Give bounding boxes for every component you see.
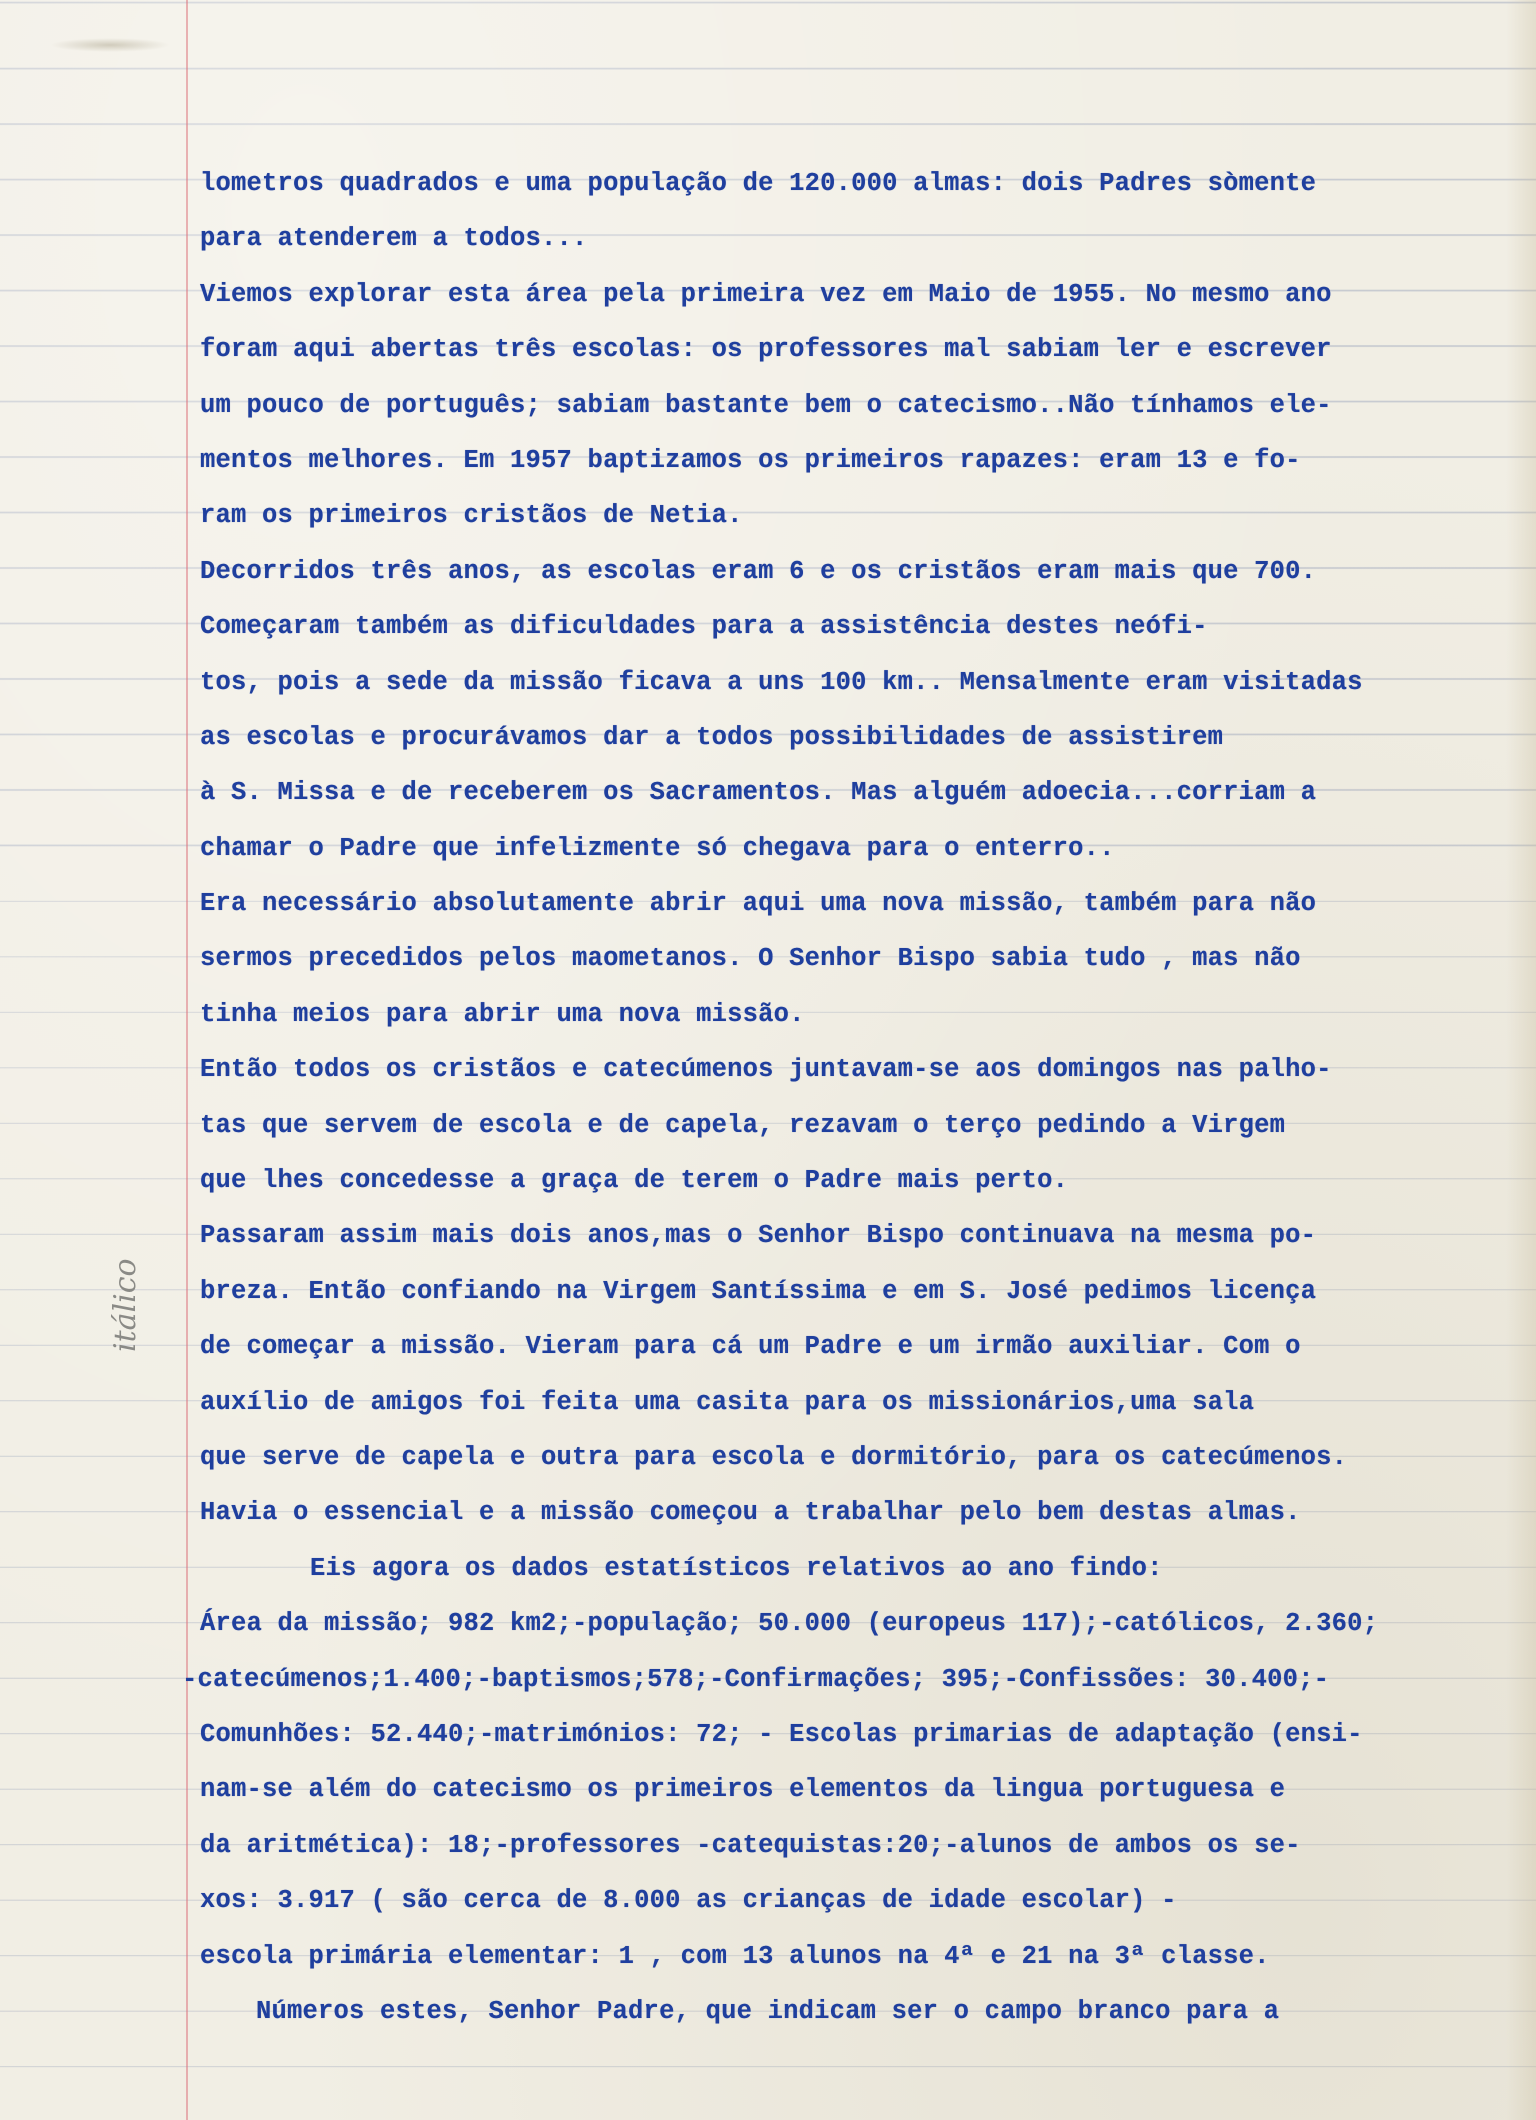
text-line: breza. Então confiando na Virgem Santíssima e em S. José pedimos licença xyxy=(200,1276,1317,1306)
text-line: Começaram também as dificuldades para a assistência destes neófi- xyxy=(200,612,1208,642)
text-line: Área da missão; 982 km2;-população; 50.000 (europeus 117);-católicos, 2.360; xyxy=(200,1609,1379,1639)
text-line: para atenderem a todos... xyxy=(200,224,588,254)
typed-text-body xyxy=(182,156,1500,2039)
paper-smudge xyxy=(50,38,170,52)
text-line: tos, pois a sede da missão ficava a uns 100 km.. Mensalmente eram visitadas xyxy=(200,667,1363,697)
handwritten-margin-note: itálico xyxy=(108,1258,143,1352)
text-line: Decorridos três anos, as escolas eram 6 e os cristãos eram mais que 700. xyxy=(200,556,1317,586)
margin-rule xyxy=(186,0,188,2120)
text-line: as escolas e procurávamos dar a todos possibilidades de assistirem xyxy=(200,722,1224,752)
text-line: lometros quadrados e uma população de 120.000 almas: dois Padres sòmente xyxy=(200,169,1317,198)
text-line: foram aqui abertas três escolas: os professores mal sabiam ler e escrever xyxy=(200,335,1332,365)
text-line: Havia o essencial e a missão começou a trabalhar pelo bem destas almas. xyxy=(200,1498,1301,1528)
text-line: tinha meios para abrir uma nova missão. xyxy=(200,999,805,1029)
text-line: Era necessário absolutamente abrir aqui uma nova missão, também para não xyxy=(200,889,1317,919)
text-line: auxílio de amigos foi feita uma casita para os missionários,uma sala xyxy=(200,1387,1255,1417)
text-line: à S. Missa e de receberem os Sacramentos. Mas alguém adoecia...corriam a xyxy=(200,778,1317,808)
text-line: de começar a missão. Vieram para cá um Padre e um irmão auxiliar. Com o xyxy=(200,1332,1301,1362)
text-line: -catecúmenos;1.400;-baptismos;578;-Confirmações; 395;-Confissões: 30.400;- xyxy=(182,1664,1330,1694)
text-line: Então todos os cristãos e catecúmenos juntavam-se aos domingos nas palho- xyxy=(200,1055,1332,1085)
text-line: um pouco de português; sabiam bastante bem o catecismo..Não tínhamos ele- xyxy=(200,390,1332,420)
text-line: que lhes concedesse a graça de terem o Padre mais perto. xyxy=(200,1166,1069,1196)
text-line: Eis agora os dados estatísticos relativos ao ano findo: xyxy=(310,1553,1163,1583)
text-line: que serve de capela e outra para escola e dormitório, para os catecúmenos. xyxy=(200,1442,1348,1472)
text-line: xos: 3.917 ( são cerca de 8.000 as crianças de idade escolar) - xyxy=(200,1886,1177,1916)
text-line: chamar o Padre que infelizmente só chegava para o enterro.. xyxy=(200,833,1115,863)
text-line: Passaram assim mais dois anos,mas o Senhor Bispo continuava na mesma po- xyxy=(200,1221,1317,1251)
text-line: da aritmética): 18;-professores -catequistas:20;-alunos de ambos os se- xyxy=(200,1830,1301,1860)
text-line: Comunhões: 52.440;-matrimónios: 72; - Escolas primarias de adaptação (ensi- xyxy=(200,1719,1363,1749)
text-line: Números estes, Senhor Padre, que indicam ser o campo branco para a xyxy=(256,1996,1280,2026)
text-line: sermos precedidos pelos maometanos. O Senhor Bispo sabia tudo , mas não xyxy=(200,944,1301,974)
paper-edge-stain xyxy=(1506,0,1536,2120)
text-line: tas que servem de escola e de capela, rezavam o terço pedindo a Virgem xyxy=(200,1110,1286,1140)
text-line: mentos melhores. Em 1957 baptizamos os primeiros rapazes: eram 13 e fo- xyxy=(200,445,1301,475)
text-line: Viemos explorar esta área pela primeira vez em Maio de 1955. No mesmo ano xyxy=(200,279,1332,309)
text-line: escola primária elementar: 1 , com 13 alunos na 4ª e 21 na 3ª classe. xyxy=(200,1941,1270,1971)
text-line: nam-se além do catecismo os primeiros elementos da lingua portuguesa e xyxy=(200,1775,1286,1805)
text-line: ram os primeiros cristãos de Netia. xyxy=(200,501,743,531)
